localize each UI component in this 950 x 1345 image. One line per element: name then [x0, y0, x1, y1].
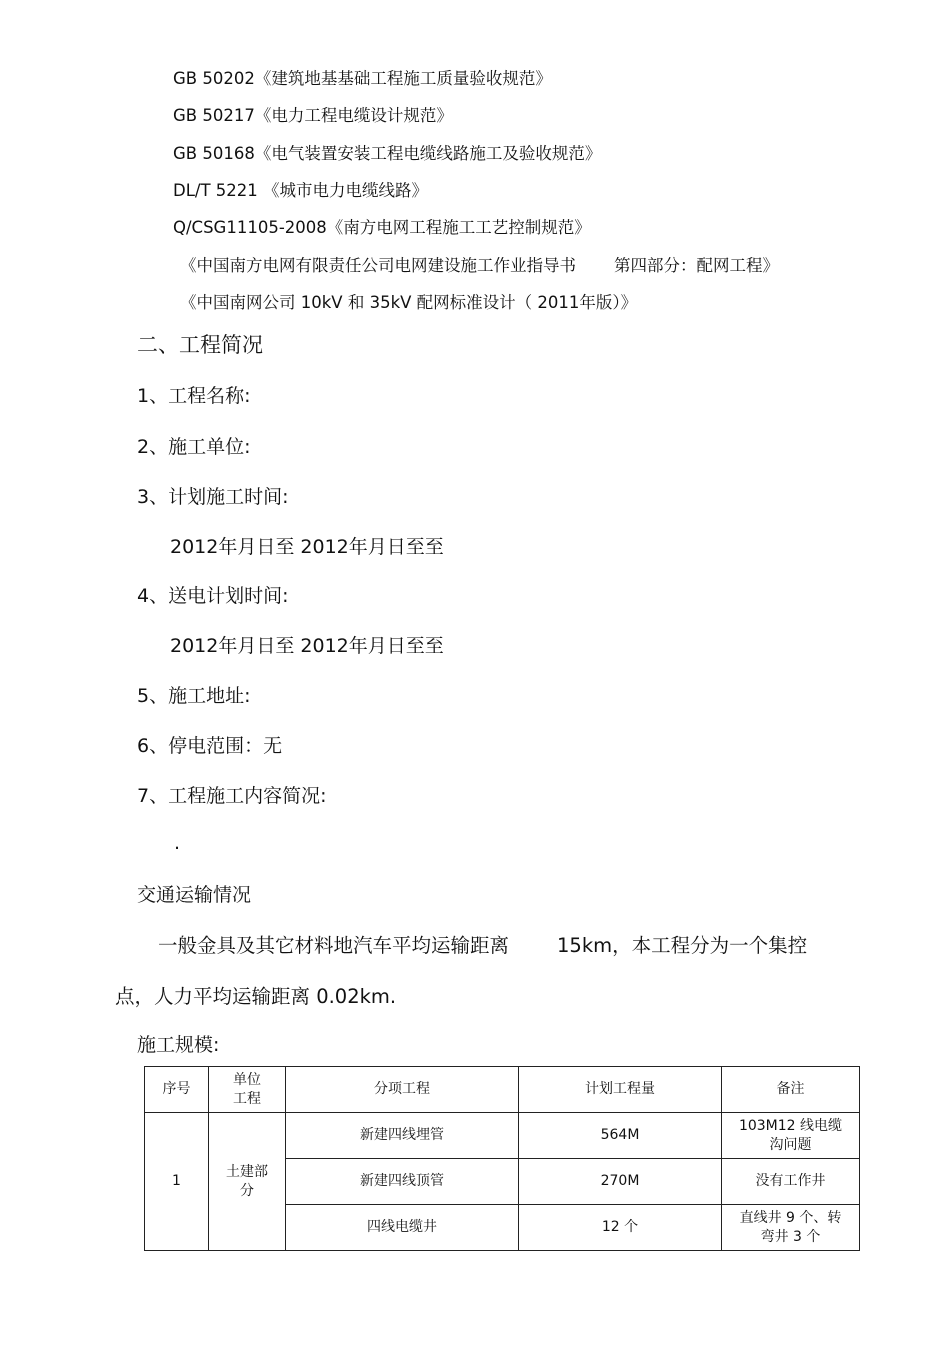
item-construction-unit: 2、施工单位:: [137, 436, 251, 458]
header-remarks: 备注: [722, 1067, 860, 1113]
standard-3: GB 50168《电气装置安装工程电缆线路施工及验收规范》: [173, 144, 602, 163]
scale-heading: 施工规模:: [137, 1034, 220, 1056]
item-content-summary: 7、工程施工内容简况:: [137, 785, 327, 807]
cell-remark: 没有工作井: [722, 1159, 860, 1205]
item-plan-time: 3、计划施工时间:: [137, 486, 289, 508]
header-seq: 序号: [145, 1067, 209, 1113]
table-header-row: [145, 1067, 860, 1113]
section-title: 二、工程简况: [137, 333, 263, 357]
transport-text-a: 一般金具及其它材料地汽车平均运输距离: [158, 934, 510, 957]
cell-quantity: 12 个: [519, 1205, 722, 1251]
cell-seq: 1: [145, 1113, 209, 1251]
transport-paragraph-line2: 点，人力平均运输距离 0.02km.: [115, 985, 397, 1008]
power-time-value: 2012年月日至 2012年月日至至: [170, 635, 444, 657]
item-address: 5、施工地址:: [137, 685, 251, 707]
header-sub-project: 分项工程: [286, 1067, 519, 1113]
plan-time-value: 2012年月日至 2012年月日至至: [170, 536, 444, 558]
cell-remark: 直线井 9 个、转弯井 3 个: [722, 1205, 860, 1251]
transport-text-b: 15km，本工程分为一个集控: [557, 934, 808, 957]
transport-heading: 交通运输情况: [137, 884, 252, 906]
transport-paragraph-line1: [158, 930, 807, 958]
header-unit-project: 单位工程: [209, 1067, 286, 1113]
cell-remark: 103M12 线电缆沟问题: [722, 1113, 860, 1159]
cell-sub-project: 四线电缆井: [286, 1205, 519, 1251]
table-row: [145, 1113, 860, 1159]
cell-quantity: 270M: [519, 1159, 722, 1205]
dot-mark: .: [174, 832, 181, 854]
item-project-name: 1、工程名称:: [137, 385, 251, 407]
standard-6: [180, 252, 779, 276]
standard-6-part1: 《中国南方电网有限责任公司电网建设施工作业指导书: [180, 256, 576, 275]
standard-5: Q/CSG11105-2008《南方电网工程施工工艺控制规范》: [173, 218, 591, 237]
cell-quantity: 564M: [519, 1113, 722, 1159]
standard-2: GB 50217《电力工程电缆设计规范》: [173, 106, 453, 125]
standard-4: DL/T 5221 《城市电力电缆线路》: [173, 181, 429, 200]
cell-sub-project: 新建四线埋管: [286, 1113, 519, 1159]
standard-1: GB 50202《建筑地基基础工程施工质量验收规范》: [173, 69, 552, 88]
standard-7: 《中国南网公司 10kV 和 35kV 配网标准设计（ 2011年版）》: [180, 293, 638, 312]
item-power-time: 4、送电计划时间:: [137, 585, 289, 607]
construction-scale-table: [144, 1066, 860, 1251]
item-outage-range: 6、停电范围：无: [137, 735, 283, 757]
cell-unit-project: 土建部分: [209, 1113, 286, 1251]
cell-sub-project: 新建四线顶管: [286, 1159, 519, 1205]
header-planned-quantity: 计划工程量: [519, 1067, 722, 1113]
standard-6-part2: 第四部分：配网工程》: [614, 256, 779, 275]
